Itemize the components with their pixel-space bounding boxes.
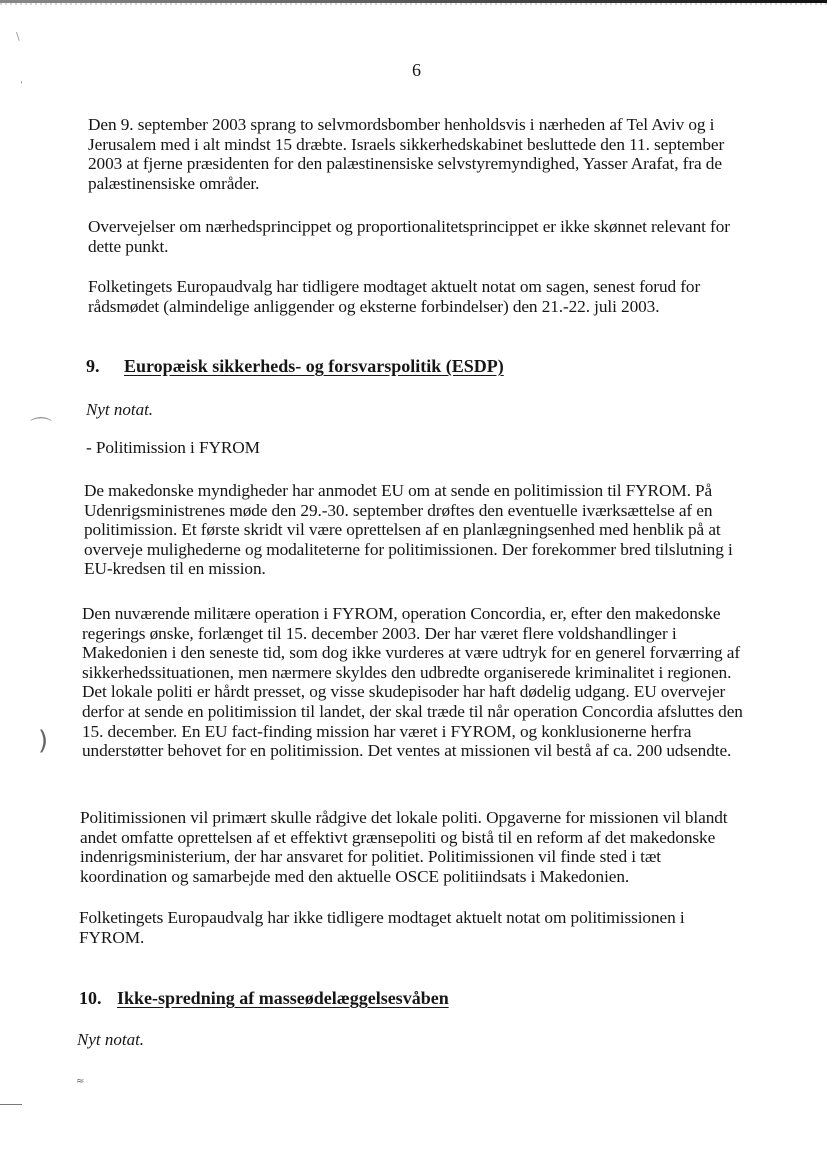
- paragraph: Den nuværende militære operation i FYROM, operation Concordia, er, efter den makedonske regerings ønske, forlænget til 15. december 2003. Der har været flere voldshandlinger i Makedonien i den seneste tid, som dog ikke vurderes at være udtryk for en generel forværring af sikkerhedssituationen, men nærmere skyldes den udbredte organiserede kriminalitet i regionen. Det lokale politi er hårdt presset, og visse skudepisoder har haft dødelig udgang. EU overvejer derfor at sende en politimission til landet, der skal træde til når operation Concordia afsluttes den 15. december. En EU fact-finding mission har været i FYROM, og konklusionerne herfra understøtter behovet for en politimission. Det ventes at missionen vil bestå af ca. 200 udsendte.: [82, 604, 743, 761]
- section-title: Ikke-spredning af masseødelæggelsesvåben: [117, 988, 449, 1008]
- paragraph: Politimissionen vil primært skulle rådgive det lokale politi. Opgaverne for missionen vil blandt andet omfatte oprettelsen af et effektivt grænsepoliti og bistå til en reform af det makedonske indenrigsministerium, der har ansvaret for politiet. Politimissionen vil finde sted i tæt koordination og samarbejde med den aktuelle OSCE politiindsats i Makedonien.: [80, 808, 728, 886]
- section-number: 10.: [79, 988, 102, 1008]
- section-number: 9.: [86, 356, 100, 376]
- list-item: - Politimission i FYROM: [86, 438, 260, 457]
- paragraph: Overvejelser om nærhedsprincippet og proportionalitetsprincippet er ikke skønnet relevant for dette punkt.: [88, 217, 730, 256]
- scan-mark-dash: [0, 1104, 22, 1105]
- scan-mark: ): [38, 726, 49, 756]
- section-note: Nyt notat.: [77, 1030, 145, 1049]
- scan-mark: \: [16, 30, 20, 43]
- scan-top-noise: [0, 3, 827, 5]
- scan-mark: ⌒: [30, 417, 53, 442]
- section-heading-10: [79, 988, 449, 1009]
- paragraph: De makedonske myndigheder har anmodet EU om at sende en politimission til FYROM. På Udenrigsministrenes møde den 29.-30. september drøftes den eventuelle iværksættelse af en politimission. Et første skridt vil være oprettelsen af en planlægningsenhed med henblik på at overveje mulighederne og modaliteterne for politimissionen. Der forekommer bred tilslutning i EU-kredsen til en mission.: [84, 481, 733, 579]
- paragraph: Den 9. september 2003 sprang to selvmordsbomber henholdsvis i nærheden af Tel Aviv og i Jerusalem med i alt mindst 15 dræbte. Israels sikkerhedskabinet besluttede den 11. september 2003 at fjerne præsidenten for den palæstinensiske selvstyremyndighed, Yasser Arafat, fra de palæstinensiske områder.: [88, 115, 725, 193]
- scan-mark: ': [20, 80, 23, 91]
- page-number: 6: [412, 60, 421, 80]
- paragraph: Folketingets Europaudvalg har tidligere modtaget aktuelt notat om sagen, senest forud for rådsmødet (almindelige anliggender og eksterne forbindelser) den 21.-22. juli 2003.: [88, 277, 701, 316]
- section-note: Nyt notat.: [86, 400, 154, 419]
- paragraph: Folketingets Europaudvalg har ikke tidligere modtaget aktuelt notat om politimissionen i FYROM.: [79, 908, 685, 947]
- section-title: Europæisk sikkerheds- og forsvarspolitik (ESDP): [124, 356, 504, 376]
- section-heading-9: [86, 356, 504, 377]
- scan-mark: ≈: [76, 1076, 85, 1087]
